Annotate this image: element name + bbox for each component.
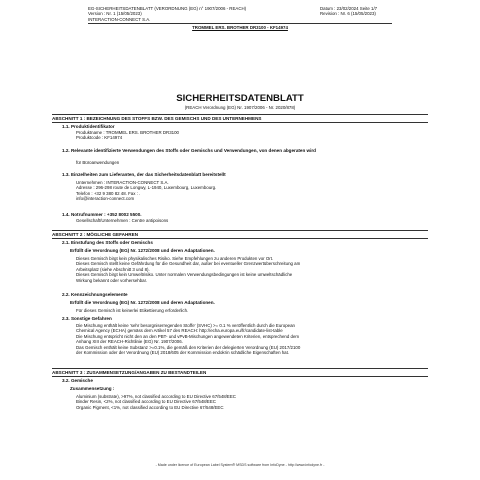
- s2-2-body: [76, 308, 188, 313]
- s3-2-body: [76, 394, 236, 410]
- text-line: für Büroanwendungen: [76, 160, 120, 165]
- text-line: Wirkung bekannt oder vorhersehbar.: [76, 277, 148, 283]
- header-right-line: Datum : 23/02/2024 Seite 1/7: [320, 6, 378, 11]
- text-line: Dieses Gemisch stellt keine Gefährdung für die Gesundheit dar, außer bei eventueller Grenzwertüberschreitung am: [76, 261, 301, 267]
- text-line: Arbeitsplatz (siehe Abschnitt 3 und 8).: [76, 266, 150, 272]
- s2-1-regulation: Erfüllt die Verordnung (EG) Nr. 1272/2008 und deren Adaptationen.: [70, 248, 215, 253]
- text-line: Für dieses Gemisch ist keinerlei Etikettierung erforderlich.: [76, 308, 189, 313]
- text-line: Gesellschaft/Unternehmen : Centre antipoisons: [76, 218, 169, 223]
- header-left: [88, 6, 246, 22]
- text-line: der Kommission oder der Verordnung (EU) 2018/605 der Kommission endokrin schädliche Eigenschaften hat.: [76, 350, 290, 356]
- text-line: Chemical Agency (ECHA) gemäss dem Artikel 57 des REACH: http://echa.europa.eu/fr/candidate-list-table: [76, 328, 283, 334]
- text-line: Das Gemisch enthält keine Substanz >=0.1%, die gemäß den Kriterien der delegierten Verordnung (EU) 2017/2100: [76, 344, 301, 350]
- text-line: Unternehmen : INTERACTION-CONNECT S.A.: [76, 180, 169, 185]
- s1-3-heading: 1.3. Einzelheiten zum Lieferanten, der das Sicherheitsdatenblatt bereitstellt: [62, 172, 226, 177]
- text-line: Produktcode : KF14974: [76, 135, 123, 141]
- s1-3-body: [76, 180, 216, 202]
- text-line: Produktname : TROMMEL ERS. BROTHER DR3100: [76, 130, 179, 135]
- section-1-heading: ABSCHNITT 1 : BEZEICHNUNG DES STOFFS BZW. DES GEMISCHS UND DES UNTERNEHMENS: [52, 114, 428, 123]
- s2-3-heading: 2.3. Sonstige Gefahren: [62, 316, 112, 321]
- text-line: Telefon : +32 9 380 82 48. Fax : .: [76, 190, 141, 196]
- document-title: SICHERHEITSDATENBLATT: [176, 93, 304, 104]
- text-line: Dieses Gemisch birgt kein physikalisches Risiko. Siehe Empfehlungen zu anderen Produkten vor Ort.: [76, 256, 274, 261]
- s3-2-heading: 3.2. Gemische: [62, 378, 93, 383]
- header-right: [320, 6, 377, 17]
- header-product: TROMMEL ERS. BROTHER DR3100 - KF14974: [192, 24, 288, 30]
- text-line: info@interaction-connect.com: [76, 196, 135, 202]
- header-right-line: Revision : Nr. 6 (15/05/2023): [320, 11, 376, 17]
- s1-2-body: [76, 160, 119, 165]
- text-line: Die Mischung enthält keine 'sehr besorgniserregenden Stoffe' (SVHC) >= 0.1 % veröffentlich durch die European: [76, 323, 295, 328]
- text-line: Organic Pigment, <1%, not classified according to EU Directive 67/548/EEC: [76, 404, 224, 410]
- text-line: Adresse : 296-298 route de Longwy, L-1940, Luxembourg, Luxembourg.: [76, 185, 217, 191]
- s2-2-regulation: Erfüllt die Verordnung (EG) Nr. 1272/2008 und deren Adaptationen.: [70, 300, 215, 305]
- s1-4-heading: 1.4. Notrufnummer : +352 8002 5500.: [62, 212, 142, 217]
- s1-2-heading: 1.2. Relevante identifizierte Verwendungen des Stoffs oder Gemischs und Verwendungen, von denen abgeraten wird: [62, 148, 316, 153]
- text-line: Anhang XIII der REACH-Richtlinie (EG) Nr. 1907/2006.: [76, 339, 183, 345]
- section-3-heading: ABSCHNITT 3 : ZUSAMMENSETZUNG/ANGABEN ZU BESTANDTEILEN: [52, 368, 428, 377]
- s2-1-body: [76, 256, 300, 283]
- document-subtitle: (REACH Verordnung (EG) Nr. 1907/2006 - Nr. 2020/878): [184, 105, 296, 110]
- section-2-heading: ABSCHNITT 2 : MÖGLICHE GEFAHREN: [52, 230, 428, 239]
- text-line: Dieses Gemisch birgt kein Umweltrisiko. Unter normalen Verwendungsbedingungen ist keine umweltschädliche: [76, 272, 293, 278]
- s2-2-heading: 2.2. Kennzeichnungselemente: [62, 292, 128, 297]
- s1-1-body: [76, 130, 179, 141]
- s2-3-body: [76, 323, 300, 355]
- text-line: Aluminium (substrate), >97%, not classified according to EU Directive 67/548/EEC: [76, 394, 236, 399]
- footer-license: - Made under licence of European Label System® MSDS software from InfoDyne - http://www.infodyne.fr -: [155, 463, 325, 467]
- s1-1-heading: 1.1. Produktidentifikator: [62, 124, 115, 129]
- text-line: Die Mischung entspricht nicht den an den PBT- und vPvB-Mischungen angewendeten Kriterien, entsprechend dem: [76, 333, 300, 339]
- header-left-line: EG-SICHERHEITSDATENBLATT (VERORDNUNG (EG) n° 1907/2006 - REACH): [88, 6, 247, 11]
- s2-1-heading: 2.1. Einstufung des Stoffs oder Gemischs: [62, 240, 153, 245]
- s1-4-body: [76, 218, 168, 223]
- header-left-line: INTERACTION-CONNECT S.A.: [88, 16, 151, 22]
- header-left-line: Version : Nr. 1 (15/05/2023): [88, 11, 142, 17]
- s3-2-composition-label: Zusammensetzung :: [70, 386, 115, 391]
- text-line: Binder Resin, <2%, not classified according to EU Directive 67/548/EEC: [76, 399, 216, 405]
